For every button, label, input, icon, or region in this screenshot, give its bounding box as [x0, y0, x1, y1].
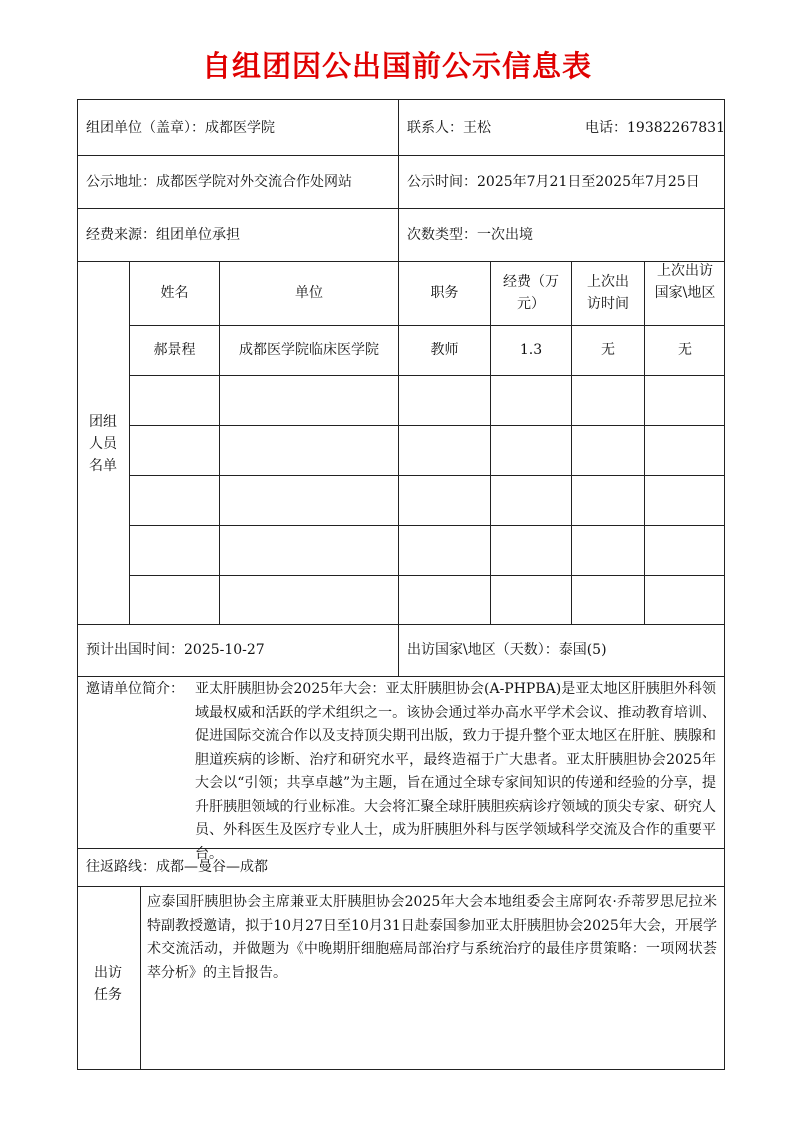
row-divider [77, 155, 725, 156]
trip-type-field [407, 224, 533, 246]
row-divider [77, 624, 725, 625]
grid-line [219, 261, 220, 624]
header-last-country: 上次出访国家\地区 [654, 263, 716, 301]
member-name: 郝景程 [153, 342, 196, 358]
notice-address-value: 成都医学院对外交流合作处网站 [156, 174, 352, 190]
grid-line [571, 261, 572, 624]
members-section-label: 团组人员名单 [89, 414, 117, 474]
header-position: 职务 [430, 285, 459, 301]
header-last-time: 上次出访时间 [587, 274, 629, 312]
org-field [86, 117, 275, 139]
mission-label: 出访任务 [94, 965, 122, 1003]
mission-description: 应泰国肝胰胆协会主席兼亚太肝胰胆协会2025年大会本地组委会主席阿农·乔蒂罗思尼拉米特副教授邀请，拟于10月27日至10月31日赴泰国参加亚太肝胰胆协会2025年大会，开展学术交流活动，并做题为《中晚期肝细胞癌局部治疗与系统治疗的最佳序贯策略：一项网状荟萃分析》的主旨报告。 [147, 894, 717, 981]
row-divider [77, 208, 725, 209]
grid-line [398, 261, 399, 624]
header-cost: 经费（万元） [503, 274, 559, 312]
col-divider [398, 624, 399, 676]
trip-type-value: 一次出境 [477, 227, 533, 243]
route-label: 往返路线： [86, 859, 156, 875]
contact-label: 联系人： [407, 120, 463, 136]
org-label: 组团单位（盖章）： [86, 120, 205, 136]
grid-line [490, 261, 491, 624]
header-name: 姓名 [160, 285, 189, 301]
page-title: 自组团因公出国前公示信息表 [201, 49, 592, 83]
contact-value: 王松 [463, 120, 491, 136]
inviter-label: 邀请单位简介： [86, 681, 184, 697]
row-divider [77, 676, 725, 677]
member-last-time: 无 [601, 342, 615, 358]
member-unit: 成都医学院临床医学院 [239, 342, 379, 358]
col-divider [398, 99, 399, 261]
member-position: 教师 [430, 342, 459, 358]
notice-time-label: 公示时间： [407, 174, 477, 190]
destination-value: 泰国(5) [558, 642, 607, 658]
funding-value: 组团单位承担 [156, 227, 240, 243]
notice-address-label: 公示地址： [86, 174, 156, 190]
departure-date-label: 预计出国时间： [86, 642, 184, 658]
funding-label: 经费来源： [86, 227, 156, 243]
member-cost: 1.3 [519, 342, 543, 358]
inviter-description: 亚太肝胰胆协会2025年大会：亚太肝胰胆协会(A-PHPBA)是亚太地区肝胰胆外科领域最权威和活跃的学术组织之一。该协会通过举办高水平学术会议、推动教育培训、促进国际交流合作以及支持顶尖期刊出版，致力于提升整个亚太地区在肝脏、胰腺和胆道疾病的诊断、治疗和研究水平，最终造福于广大患者。亚太肝胰胆协会2025年大会以“引领；共享卓越”为主题，旨在通过全球专家间知识的传递和经验的分享，提升肝胰胆领域的行业标准。大会将汇聚全球肝胰胆疾病诊疗领域的顶尖专家、研究人员、外科医生及医疗专业人士，成为肝胰胆外科与医学领域科学交流及合作的重要平台。 [195, 681, 716, 862]
funding-field [86, 224, 240, 246]
trip-type-label: 次数类型： [407, 227, 477, 243]
phone-label: 电话： [585, 120, 627, 136]
phone-field [585, 117, 725, 139]
departure-date-field [86, 639, 265, 661]
header-unit: 单位 [295, 285, 323, 301]
departure-date-value: 2025-10-27 [184, 642, 265, 658]
phone-value: 19382267831 [627, 120, 725, 136]
contact-field [407, 117, 491, 139]
row-divider [77, 886, 725, 887]
notice-time-field [407, 171, 700, 193]
notice-time-value: 2025年7月21日至2025年7月25日 [477, 174, 700, 190]
route-value: 成都—曼谷—成都 [156, 859, 268, 875]
route-field [86, 856, 268, 878]
destination-field [407, 639, 607, 661]
org-value: 成都医学院 [205, 120, 275, 136]
col-divider [129, 261, 130, 624]
col-divider [140, 886, 141, 1070]
notice-address-field [86, 171, 352, 193]
destination-label: 出访国家\地区（天数）： [407, 642, 559, 658]
member-last-country: 无 [678, 342, 692, 358]
grid-line [644, 261, 645, 624]
row-divider [77, 261, 725, 262]
